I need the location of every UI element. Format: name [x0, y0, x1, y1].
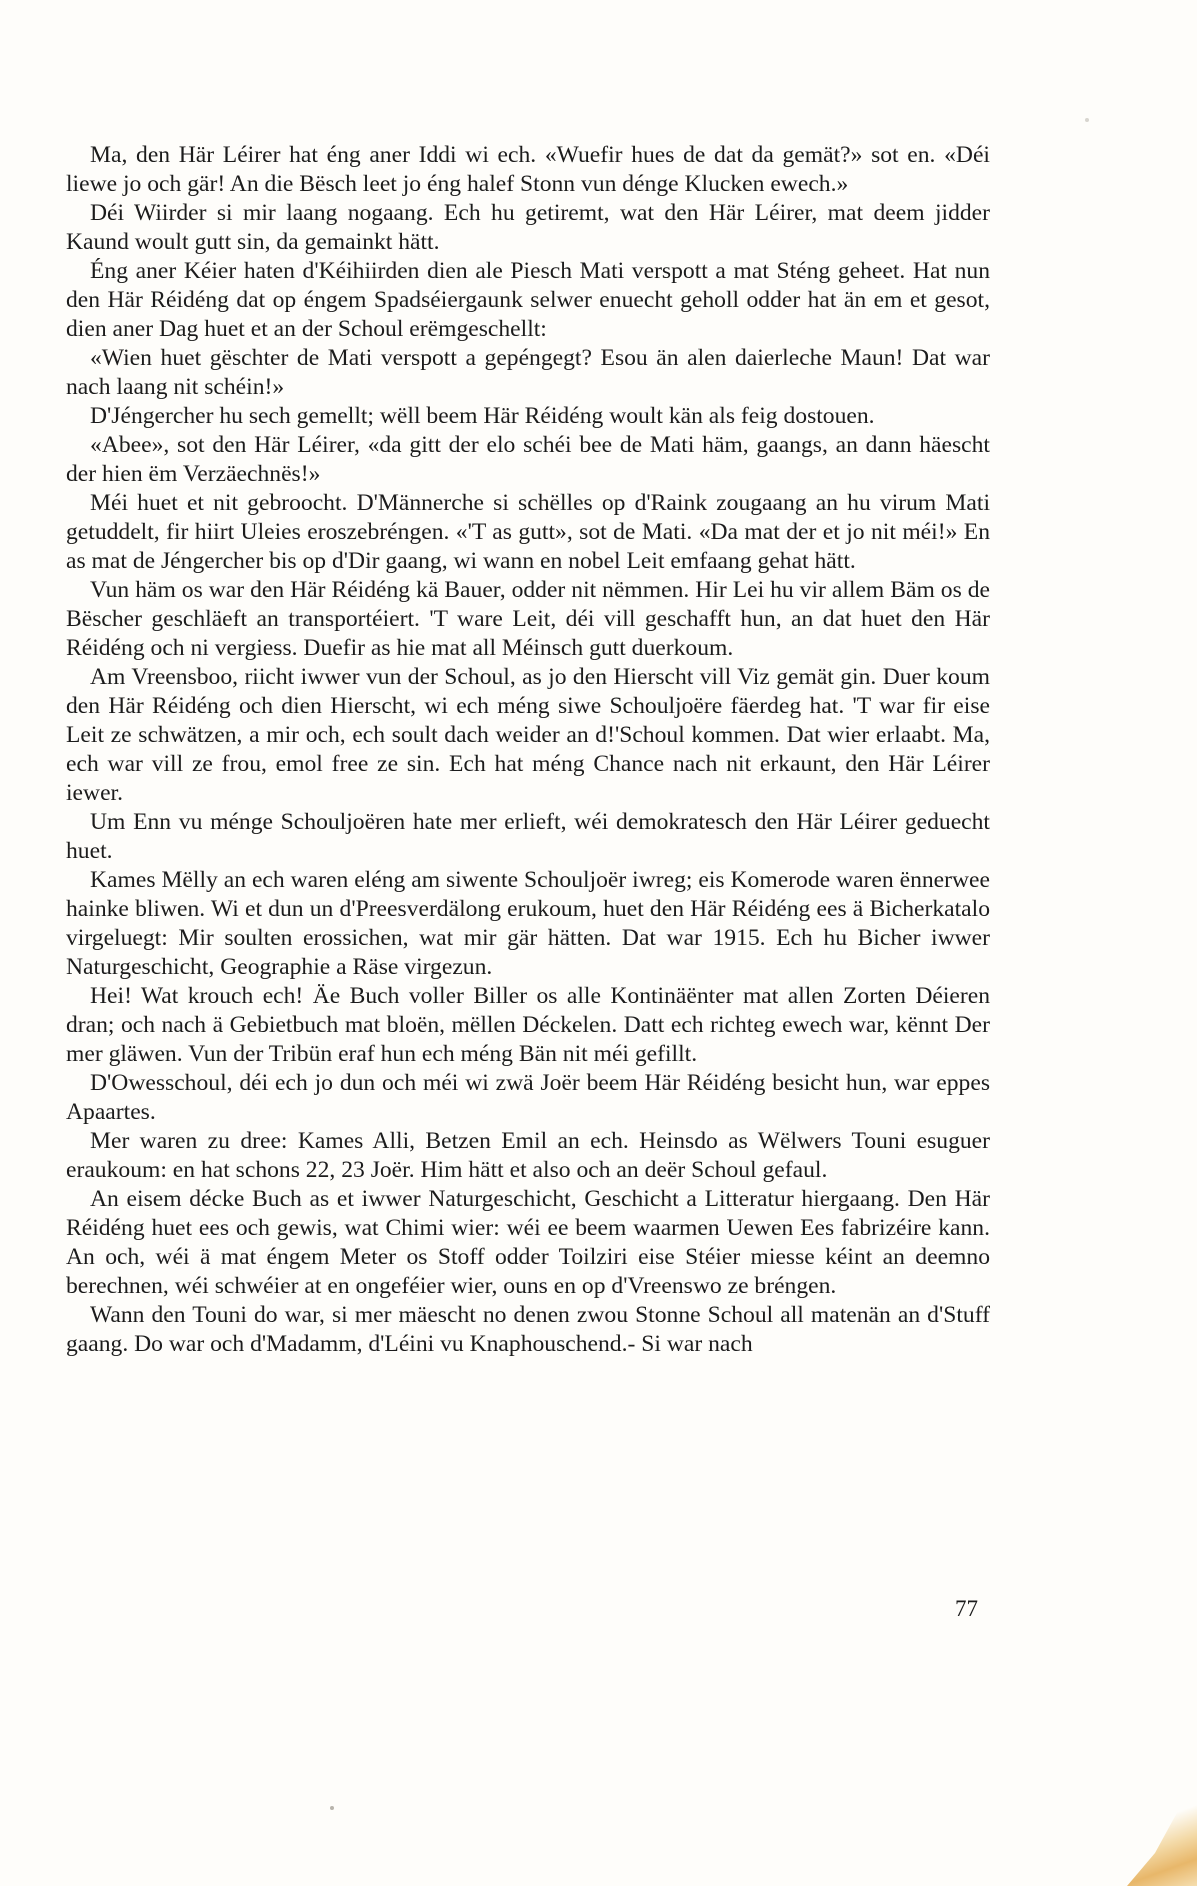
paragraph: «Wien huet gëschter de Mati verspott a gepéngegt? Esou än alen daierleche Maun! Dat war nach laang nit schéin!»: [66, 345, 990, 400]
paragraph: Mer waren zu dree: Kames Alli, Betzen Emil an ech. Heinsdo as Wëlwers Touni esuguer eraukoum: en hat schons 22, 23 Joër. Him hätt et also och an deër Schoul gefaul.: [66, 1128, 990, 1183]
paragraph: Wann den Touni do war, si mer mäescht no denen zwou Stonne Schoul all matenän an d'Stuff gaang. Do war och d'Madamm, d'Léini vu Knaphouschend.- Si war nach: [66, 1302, 990, 1357]
paragraph: Kames Mëlly an ech waren eléng am siwente Schouljoër iwreg; eis Komerode waren ënnerwee hainke bliwen. Wi et dun un d'Preesverdälong erukoum, huet den Här Réidéng ees ä Bicherkatalo virgeluegt: Mir soulten erossichen, wat mir gär hätten. Dat war 1915. Ech hu Bicher iwwer Naturgeschicht, Geographie a Räse virgezun.: [66, 867, 990, 980]
paragraph: «Abee», sot den Här Léirer, «da gitt der elo schéi bee de Mati häm, gaangs, an dann häescht der hien ëm Verzäechnës!»: [66, 432, 990, 487]
page-corner: [1127, 1776, 1197, 1886]
paragraph: Déi Wiirder si mir laang nogaang. Ech hu getiremt, wat den Här Léirer, mat deem jidder Kaund woult gutt sin, da gemainkt hätt.: [66, 200, 990, 255]
paragraph: D'Jéngercher hu sech gemellt; wëll beem Här Réidéng woult kän als feig dostouen.: [90, 403, 875, 429]
page-number: 77: [955, 1596, 978, 1621]
paragraph: Vun häm os war den Här Réidéng kä Bauer, odder nit nëmmen. Hir Lei hu vir allem Bäm os de Bëscher geschläeft an transportéiert. 'T ware Leit, déi vill geschafft hun, an dat huet den Här Réidéng och ni vergiess. Duefir as hie mat all Méinsch gutt duerkoum.: [66, 577, 990, 661]
paragraph: Méi huet et nit gebroocht. D'Männerche si schëlles op d'Raink zougaang an hu virum Mati getuddelt, fir hiirt Uleies eroszebréngen. «'T as gutt», sot de Mati. «Da mat der et jo nit méi!» En as mat de Jéngercher bis op d'Dir gaang, wi wann en nobel Leit emfaang gehat hätt.: [66, 490, 990, 574]
paragraph: An eisem décke Buch as et iwwer Naturgeschicht, Geschicht a Litteratur hiergaang. Den Här Réidéng huet ees och gewis, wat Chimi wier: wéi ee beem waarmen Uewen Ees fabrizéire kann. An och, wéi ä mat éngem Meter os Stoff odder Toilziri eise Stéier miesse kéint an deemno berechnen, wéi schwéier at en ongeféier wier, ouns en op d'Vreenswo ze bréngen.: [66, 1186, 990, 1299]
paragraph: Hei! Wat krouch ech! Äe Buch voller Biller os alle Kontinäënter mat allen Zorten Déieren dran; och nach ä Gebietbuch mat bloën, mëllen Déckelen. Datt ech richteg ewech war, kënnt Der mer gläwen. Vun der Tribün eraf hun ech méng Bän nit méi gefillt.: [66, 983, 990, 1067]
paragraph: Am Vreensboo, riicht iwwer vun der Schoul, as jo den Hierscht vill Viz gemät gin. Duer koum den Här Réidéng och dien Hierscht, wi ech méng siwe Schouljoëre fäerdeg hat. 'T war fir eise Leit ze schwätzen, a mir och, ech soult dach weider an d!'Schoul kommen. Dat wier erlaabt. Ma, ech war vill ze frou, emol free ze sin. Ech hat méng Chance nach nit erkaunt, den Här Léirer iewer.: [66, 664, 990, 806]
paragraph: Um Enn vu ménge Schouljoëren hate mer erlieft, wéi demokratesch den Här Léirer geduecht huet.: [66, 809, 990, 864]
paragraph: Ma, den Här Léirer hat éng aner Iddi wi ech. «Wuefir hues de dat da gemät?» sot en. «Déi liewe jo och gär! An die Bësch leet jo éng halef Stonn vun dénge Klucken ewech.»: [66, 142, 990, 197]
paper-speck: [330, 1806, 334, 1810]
paragraph: D'Owesschoul, déi ech jo dun och méi wi zwä Joër beem Här Réidéng besicht hun, war eppes Apaartes.: [66, 1070, 990, 1125]
paragraph: Éng aner Kéier haten d'Kéihiirden dien ale Piesch Mati verspott a mat Sténg geheet. Hat nun den Här Réidéng dat op éngem Spadséiergaunk selwer enuecht geholl odder hat än em et gesot, dien aner Dag huet et an der Schoul erëmgeschellt:: [66, 258, 990, 342]
body-text: [66, 141, 990, 1359]
paper-speck: [1085, 118, 1089, 122]
